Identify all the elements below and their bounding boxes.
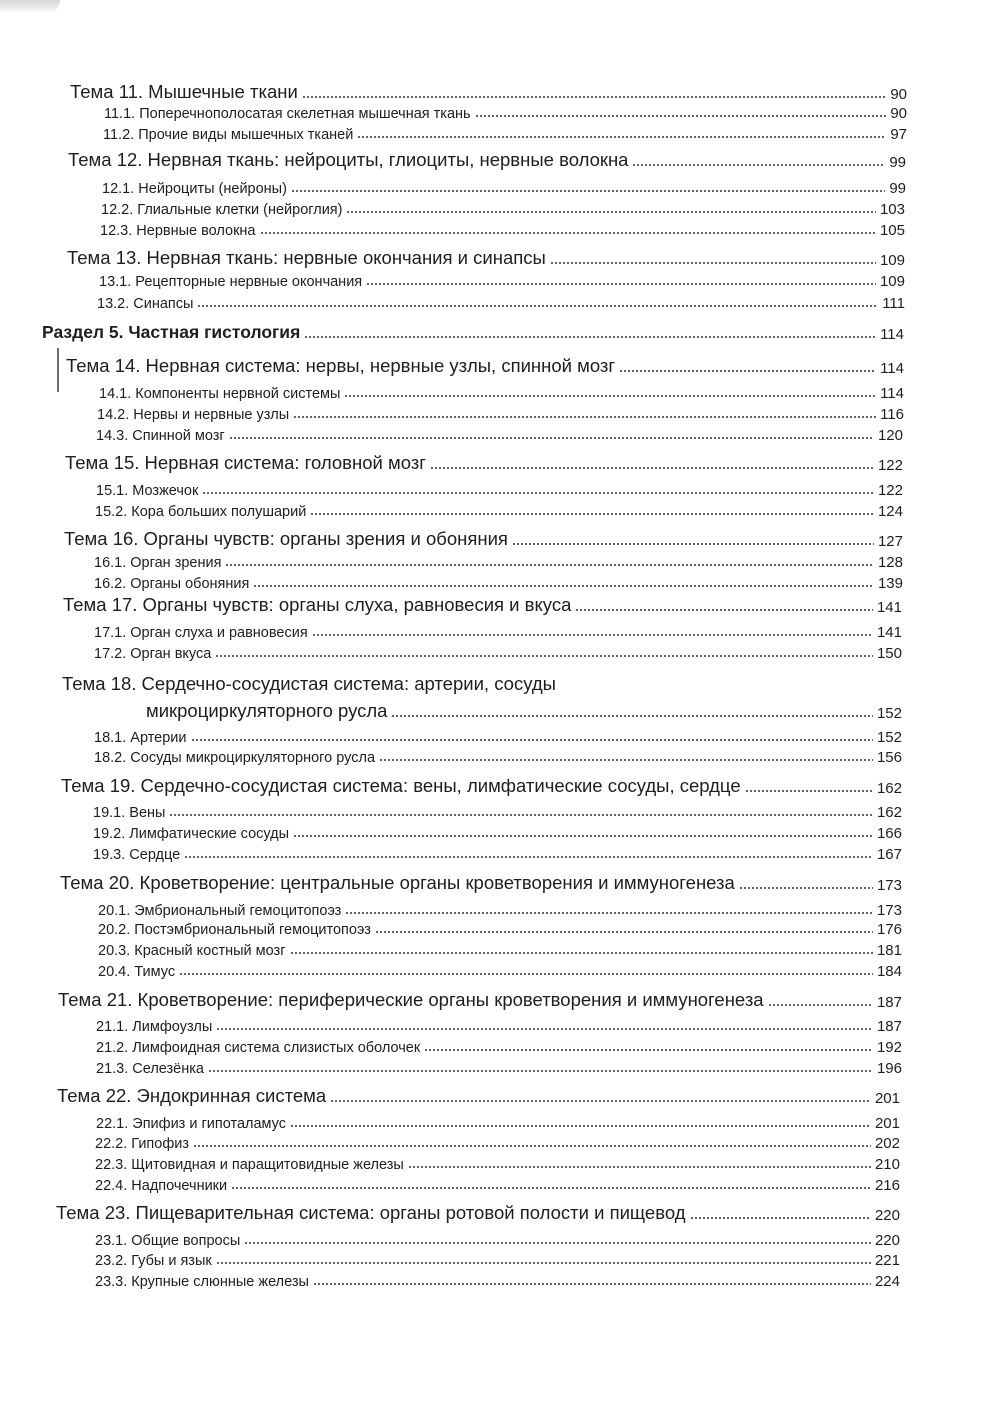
- toc-entry-title: Тема 13. Нервная ткань: нервные окончания и синапсы: [67, 247, 546, 268]
- dot-leader: [302, 96, 887, 98]
- toc-subtopic-entry: [94, 552, 903, 571]
- dot-leader: [208, 1070, 873, 1072]
- toc-page-number: 90: [890, 86, 907, 103]
- toc-entry-title: 20.4. Тимус: [98, 964, 176, 980]
- toc-subtopic-entry: [100, 220, 905, 239]
- toc-subtopic-entry: [94, 573, 903, 592]
- toc-entry-title: 21.2. Лимфоидная система слизистых оболочек: [96, 1040, 421, 1056]
- toc-entry-title: 18.1. Артерии: [94, 730, 187, 746]
- toc-page-number: 192: [876, 1039, 902, 1056]
- toc-subtopic-entry: [99, 383, 904, 402]
- toc-subtopic-entry: [103, 124, 907, 143]
- toc-entry-title: 14.1. Компоненты нервной системы: [99, 386, 341, 402]
- toc-page-number: 210: [874, 1156, 900, 1173]
- toc-subtopic-entry: [104, 103, 907, 122]
- toc-topic-entry: [65, 450, 903, 474]
- toc-page-number: 156: [876, 749, 902, 766]
- toc-topic-entry: [66, 353, 904, 377]
- toc-page-number: 173: [876, 877, 902, 894]
- toc-subtopic-entry: [94, 747, 902, 766]
- dot-leader: [375, 931, 873, 933]
- toc-subtopic-entry: [93, 844, 902, 863]
- toc-entry-title: 11.1. Поперечнополосатая скелетная мышечная ткань: [104, 106, 471, 122]
- toc-subtopic-entry: [95, 1271, 900, 1290]
- dot-leader: [312, 634, 873, 636]
- toc-page-number: 150: [876, 645, 902, 662]
- toc-entry-title: 12.3. Нервные волокна: [100, 223, 256, 239]
- toc-page-number: 196: [876, 1060, 902, 1077]
- toc-entry-title: 21.1. Лимфоузлы: [96, 1019, 213, 1035]
- toc-entry-title: Тема 15. Нервная система: головной мозг: [65, 452, 427, 473]
- toc-entry-title: 15.1. Мозжечок: [96, 483, 199, 499]
- dot-leader: [290, 1125, 871, 1127]
- toc-topic-entry: [146, 698, 902, 722]
- toc-subtopic-entry: [98, 919, 902, 938]
- toc-page-number: 224: [874, 1273, 900, 1290]
- toc-page-number: 103: [879, 201, 905, 218]
- toc-page-number: 122: [877, 482, 903, 499]
- dot-leader: [293, 416, 876, 418]
- toc-entry-title: 13.1. Рецепторные нервные окончания: [99, 274, 363, 290]
- dot-leader: [202, 492, 874, 494]
- toc-subtopic-entry: [95, 501, 903, 520]
- dot-leader: [216, 1028, 873, 1030]
- toc-entry-title: Тема 20. Кроветворение: центральные органы кроветворения и иммуногенеза: [60, 872, 735, 893]
- toc-page-number: 166: [876, 825, 902, 842]
- dot-leader: [179, 973, 873, 975]
- dot-leader: [550, 262, 876, 264]
- dot-leader: [379, 759, 873, 761]
- toc-topic-entry: [70, 79, 907, 103]
- dot-leader: [291, 190, 885, 192]
- toc-page-number: 184: [876, 963, 902, 980]
- toc-page-number: 99: [889, 154, 906, 171]
- toc-entry-title: 19.2. Лимфатические сосуды: [93, 826, 290, 842]
- toc-page-number: 109: [879, 252, 905, 269]
- toc-entry-title: 21.3. Селезёнка: [96, 1061, 204, 1077]
- toc-entry-title: Тема 14. Нервная система: нервы, нервные узлы, спинной мозг: [66, 355, 616, 376]
- toc-entry-title: Тема 12. Нервная ткань: нейроциты, глиоциты, нервные волокна: [68, 149, 629, 170]
- toc-entry-title: 17.2. Орган вкуса: [94, 646, 212, 662]
- dot-leader: [231, 1187, 871, 1189]
- toc-entry-title: Тема 22. Эндокринная система: [57, 1085, 327, 1106]
- dot-leader: [366, 283, 876, 285]
- dot-leader: [345, 912, 873, 914]
- toc-entry-title: 14.2. Нервы и нервные узлы: [97, 407, 290, 423]
- dot-leader: [197, 305, 878, 307]
- toc-subtopic-entry: [95, 1154, 900, 1173]
- toc-subtopic-entry: [96, 1113, 900, 1132]
- toc-entry-title: 12.2. Глиальные клетки (нейроглия): [101, 202, 343, 218]
- dot-leader: [225, 564, 874, 566]
- dot-leader: [408, 1166, 871, 1168]
- toc-entry-title: микроциркуляторного русла: [146, 700, 388, 721]
- toc-entry-title: 23.2. Губы и язык: [95, 1253, 212, 1269]
- toc-subtopic-entry: [98, 940, 902, 959]
- toc-page-number: 220: [874, 1207, 900, 1224]
- toc-entry-title: Тема 18. Сердечно-сосудистая система: артерии, сосуды: [62, 673, 556, 694]
- dot-leader: [430, 467, 874, 469]
- toc-subtopic-entry: [96, 1058, 902, 1077]
- toc-page-number: 220: [874, 1232, 900, 1249]
- toc-entry-title: 22.2. Гипофиз: [95, 1136, 190, 1152]
- toc-entry-title: Тема 16. Органы чувств: органы зрения и обоняния: [64, 528, 508, 549]
- toc-subtopic-entry: [95, 1230, 900, 1249]
- toc-entry-title: 19.1. Вены: [93, 805, 166, 821]
- toc-topic-entry: [61, 773, 902, 797]
- toc-entry-title: Тема 11. Мышечные ткани: [70, 81, 298, 102]
- toc-entry-title: 16.2. Органы обоняния: [94, 576, 250, 592]
- toc-page-number: 128: [877, 554, 903, 571]
- toc-page-number: 97: [890, 126, 907, 143]
- toc-topic-entry: [67, 245, 905, 269]
- dot-leader: [304, 336, 876, 338]
- toc-subtopic-entry: [96, 1016, 902, 1035]
- toc-entry-title: 22.3. Щитовидная и паращитовидные железы: [95, 1157, 404, 1173]
- toc-subtopic-entry: [94, 622, 902, 641]
- toc-page-number: 162: [876, 804, 902, 821]
- dot-leader: [768, 1004, 873, 1006]
- toc-topic-entry: [63, 592, 902, 616]
- toc-entry-title: Тема 23. Пищеварительная система: органы ротовой полости и пищевод: [56, 1202, 686, 1223]
- toc-entry-title: Тема 17. Органы чувств: органы слуха, равновесия и вкуса: [63, 594, 572, 615]
- toc-page-number: 114: [880, 385, 904, 402]
- toc-subtopic-entry: [97, 293, 905, 312]
- toc-subtopic-entry: [96, 480, 903, 499]
- toc-page-number: 173: [876, 902, 902, 919]
- toc-page-number: 111: [882, 295, 905, 312]
- dot-leader: [690, 1217, 871, 1219]
- toc-subtopic-entry: [101, 199, 905, 218]
- toc-entry-title: 19.3. Сердце: [93, 847, 181, 863]
- toc-page-number: 105: [879, 222, 905, 239]
- dot-leader: [357, 136, 886, 138]
- toc-subtopic-entry: [98, 900, 902, 919]
- toc-page-number: 139: [877, 575, 903, 592]
- toc-page-number: 141: [876, 599, 902, 616]
- dot-leader: [475, 115, 887, 117]
- dot-leader: [191, 739, 873, 741]
- toc-topic-entry: [68, 147, 906, 171]
- toc-entry-title: 20.2. Постэмбриональный гемоцитопоэз: [98, 922, 371, 938]
- dot-leader: [739, 887, 873, 889]
- toc-page-number: 176: [876, 921, 902, 938]
- toc-subtopic-entry: [102, 178, 906, 197]
- toc-page-number: 141: [876, 624, 902, 641]
- dot-leader: [424, 1049, 873, 1051]
- toc-subtopic-entry: [99, 271, 905, 290]
- toc-entry-title: 13.2. Синапсы: [97, 296, 194, 312]
- toc-entry-title: 11.2. Прочие виды мышечных тканей: [103, 127, 354, 143]
- toc-page-number: 116: [880, 406, 904, 423]
- dot-leader: [244, 1242, 871, 1244]
- toc-page-number: 167: [876, 846, 902, 863]
- dot-leader: [344, 395, 876, 397]
- toc-page-number: 152: [876, 729, 902, 746]
- toc-page-number: 90: [890, 105, 907, 122]
- toc-entry-title: 20.1. Эмбриональный гемоцитопоэз: [98, 903, 342, 919]
- toc-entry-title: 17.1. Орган слуха и равновесия: [94, 625, 308, 641]
- toc-subtopic-entry: [93, 823, 902, 842]
- dot-leader: [619, 370, 876, 372]
- toc-page-number: 187: [876, 1018, 902, 1035]
- toc-entry-title: 20.3. Красный костный мозг: [98, 943, 286, 959]
- dot-leader: [391, 715, 872, 717]
- toc-page-number: 201: [874, 1115, 900, 1132]
- toc-entry-title: Тема 19. Сердечно-сосудистая система: вены, лимфатические сосуды, сердце: [61, 775, 741, 796]
- dot-leader: [512, 543, 874, 545]
- dot-leader: [346, 211, 875, 213]
- toc-entry-title: 18.2. Сосуды микроциркуляторного русла: [94, 750, 376, 766]
- dot-leader: [253, 585, 874, 587]
- toc-page-number: 114: [880, 326, 904, 343]
- dot-leader: [229, 437, 874, 439]
- toc-subtopic-entry: [93, 802, 902, 821]
- toc-entry-title: 23.1. Общие вопросы: [95, 1233, 241, 1249]
- toc-topic-entry: [64, 526, 903, 550]
- toc-entry-title: 22.4. Надпочечники: [95, 1178, 228, 1194]
- dot-leader: [313, 1283, 871, 1285]
- dot-leader: [310, 513, 874, 515]
- toc-page-number: 162: [876, 780, 902, 797]
- dot-leader: [193, 1145, 871, 1147]
- toc-subtopic-entry: [96, 425, 903, 444]
- toc-page-number: 201: [874, 1090, 900, 1107]
- toc-topic-entry: [62, 671, 556, 695]
- toc-topic-entry: [60, 870, 902, 894]
- dot-leader: [575, 609, 873, 611]
- toc-topic-entry: [56, 1200, 900, 1224]
- toc-page-number: 216: [874, 1177, 900, 1194]
- toc-entry-title: 23.3. Крупные слюнные железы: [95, 1274, 309, 1290]
- toc-entry-title: 12.1. Нейроциты (нейроны): [102, 181, 287, 197]
- dot-leader: [330, 1100, 871, 1102]
- toc-entry-title: 22.1. Эпифиз и гипоталамус: [96, 1116, 287, 1132]
- toc-page-number: 109: [879, 273, 905, 290]
- toc-page-number: 127: [877, 533, 903, 550]
- toc-page-number: 99: [889, 180, 906, 197]
- toc-entry-title: 14.3. Спинной мозг: [96, 428, 225, 444]
- dot-leader: [260, 232, 876, 234]
- toc-subtopic-entry: [94, 727, 902, 746]
- dot-leader: [216, 1262, 871, 1264]
- toc-entry-title: Тема 21. Кроветворение: периферические органы кроветворения и иммуногенеза: [58, 989, 764, 1010]
- toc-entry-title: Раздел 5. Частная гистология: [42, 322, 301, 342]
- toc-topic-entry: [57, 1083, 900, 1107]
- dot-leader: [632, 164, 885, 166]
- toc-page-number: 124: [877, 503, 903, 520]
- toc-section-entry: [42, 319, 904, 343]
- toc-subtopic-entry: [96, 1037, 902, 1056]
- dot-leader: [215, 655, 873, 657]
- dot-leader: [290, 952, 873, 954]
- dot-leader: [293, 835, 873, 837]
- dot-leader: [169, 814, 873, 816]
- toc-subtopic-entry: [94, 643, 902, 662]
- toc-subtopic-entry: [95, 1133, 900, 1152]
- toc-topic-entry: [58, 987, 902, 1011]
- toc-page-number: 122: [877, 457, 903, 474]
- toc-page-number: 221: [874, 1252, 900, 1269]
- dot-leader: [745, 790, 873, 792]
- toc-page-number: 202: [874, 1135, 900, 1152]
- toc-page-number: 181: [876, 942, 902, 959]
- toc-entry-title: 16.1. Орган зрения: [94, 555, 222, 571]
- dot-leader: [184, 856, 873, 858]
- toc-subtopic-entry: [97, 404, 904, 423]
- toc-page-number: 120: [877, 427, 903, 444]
- toc-subtopic-entry: [95, 1175, 900, 1194]
- toc-entry-title: 15.2. Кора больших полушарий: [95, 504, 307, 520]
- toc-page-number: 114: [880, 360, 904, 377]
- toc-subtopic-entry: [98, 961, 902, 980]
- toc-subtopic-entry: [95, 1250, 900, 1269]
- toc-page-number: 152: [876, 705, 902, 722]
- toc-page-number: 187: [876, 994, 902, 1011]
